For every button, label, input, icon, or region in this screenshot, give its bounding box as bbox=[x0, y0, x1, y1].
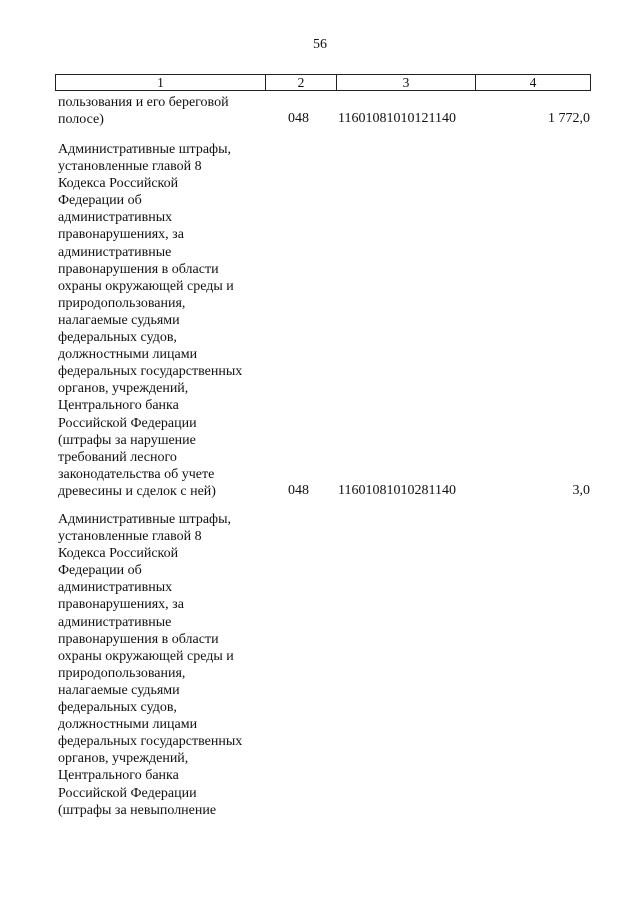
row-description bbox=[58, 511, 258, 819]
description-line: установленные главой 8 bbox=[58, 529, 202, 545]
description-line: правонарушения в области bbox=[58, 261, 219, 277]
description-line: органов, учреждений, bbox=[58, 381, 189, 397]
description-line: должностными лицами bbox=[58, 347, 198, 363]
description-line: федеральных государственных bbox=[58, 734, 243, 750]
description-line: административные bbox=[58, 614, 172, 630]
description-line: охраны окружающей среды и bbox=[58, 278, 234, 294]
budget-code: 11601081010281140 bbox=[338, 483, 456, 498]
header-col-3: 3 bbox=[337, 75, 476, 90]
description-line: древесины и сделок с ней) bbox=[58, 483, 216, 499]
description-line: федеральных судов, bbox=[58, 700, 177, 716]
description-line: установленные главой 8 bbox=[58, 159, 202, 175]
description-line: федеральных государственных bbox=[58, 364, 243, 380]
description-line: Кодекса Российской bbox=[58, 546, 179, 562]
header-col-1: 1 bbox=[56, 75, 266, 90]
description-line: требований лесного bbox=[58, 449, 177, 465]
description-line: Центрального банка bbox=[58, 398, 179, 414]
description-line: налагаемые судьями bbox=[58, 682, 180, 698]
admin-code: 048 bbox=[288, 111, 309, 126]
description-line: административных bbox=[58, 210, 173, 226]
description-line: административных bbox=[58, 580, 173, 596]
amount: 3,0 bbox=[572, 483, 590, 498]
description-line: Кодекса Российской bbox=[58, 176, 179, 192]
description-line: Российской Федерации bbox=[58, 415, 197, 431]
description-line: законодательства об учете bbox=[58, 466, 215, 482]
description-line: налагаемые судьями bbox=[58, 312, 180, 328]
description-line: (штрафы за нарушение bbox=[58, 432, 196, 448]
description-line: Федерации об bbox=[58, 193, 142, 209]
description-line: природопользования, bbox=[58, 295, 186, 311]
description-line: правонарушениях, за bbox=[58, 227, 184, 243]
row-description bbox=[58, 94, 258, 128]
description-line: административные bbox=[58, 244, 172, 260]
description-line: охраны окружающей среды и bbox=[58, 648, 234, 664]
row-description bbox=[58, 141, 258, 500]
description-line: (штрафы за невыполнение bbox=[58, 802, 217, 818]
admin-code: 048 bbox=[288, 483, 309, 498]
amount: 1 772,0 bbox=[548, 111, 590, 126]
description-line: Федерации об bbox=[58, 563, 142, 579]
description-line: правонарушениях, за bbox=[58, 597, 184, 613]
description-line: федеральных судов, bbox=[58, 330, 177, 346]
table-header bbox=[55, 74, 591, 91]
description-line: должностными лицами bbox=[58, 717, 198, 733]
description-line: природопользования, bbox=[58, 665, 186, 681]
budget-code: 11601081010121140 bbox=[338, 111, 456, 126]
header-col-4: 4 bbox=[529, 75, 537, 90]
page-number: 56 bbox=[313, 37, 327, 52]
description-line: Административные штрафы, bbox=[58, 142, 232, 157]
description-line: полосе) bbox=[58, 112, 104, 128]
description-line: органов, учреждений, bbox=[58, 751, 189, 767]
description-line: Российской Федерации bbox=[58, 785, 197, 801]
header-col-2: 2 bbox=[266, 75, 337, 90]
description-line: правонарушения в области bbox=[58, 631, 219, 647]
description-line: Административные штрафы, bbox=[58, 512, 232, 527]
description-line: Центрального банка bbox=[58, 768, 179, 784]
description-line: пользования и его береговой bbox=[58, 95, 229, 110]
